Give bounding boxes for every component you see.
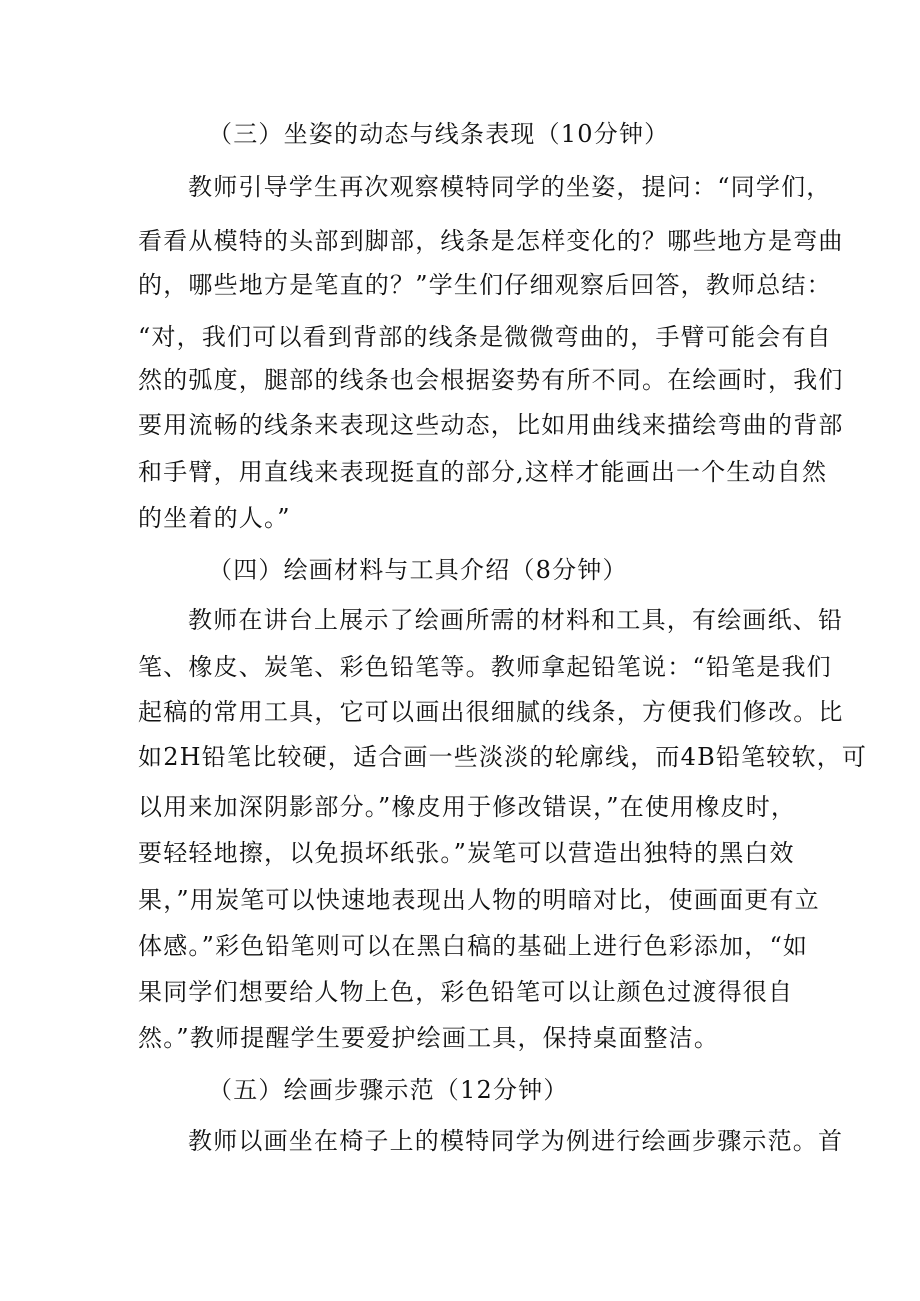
paragraph-line: 的，哪些地方是笔直的？”学生们仔细观察后回答，教师总结： bbox=[138, 271, 832, 299]
paragraph-line: “对，我们可以看到背部的线条是微微弯曲的，手臂可能会有自 bbox=[138, 323, 832, 351]
paragraph-line: 教师在讲台上展示了绘画所需的材料和工具，有绘画纸、铅 bbox=[188, 606, 844, 634]
paragraph-line: 然。”教师提醒学生要爱护绘画工具，保持桌面整洁。 bbox=[138, 1024, 720, 1052]
section-heading-3: （三）坐姿的动态与线条表现（10分钟） bbox=[208, 120, 670, 148]
section-heading-4: （四）绘画材料与工具介绍（8分钟） bbox=[208, 556, 628, 584]
paragraph-line: 教师以画坐在椅子上的模特同学为例进行绘画步骤示范。首 bbox=[188, 1127, 844, 1155]
paragraph-line: 起稿的常用工具，它可以画出很细腻的线条，方便我们修改。比 bbox=[138, 698, 844, 726]
paragraph-line: 要轻轻地擦，以免损坏纸张。”炭笔可以营造出独特的黑白效 bbox=[138, 839, 795, 867]
paragraph-line: 的坐着的人。” bbox=[138, 504, 291, 532]
paragraph-line: 体感。”彩色铅笔则可以在黑白稿的基础上进行色彩添加，“如 bbox=[138, 932, 809, 960]
paragraph-line: 看看从模特的头部到脚部，线条是怎样变化的？哪些地方是弯曲 bbox=[138, 227, 844, 255]
section-heading-5: （五）绘画步骤示范（12分钟） bbox=[208, 1076, 569, 1104]
paragraph-line: 和手臂，用直线来表现挺直的部分,这样才能画出一个生动自然 bbox=[138, 458, 828, 486]
paragraph-line: 然的弧度，腿部的线条也会根据姿势有所不同。在绘画时，我们 bbox=[138, 366, 844, 394]
paragraph-line: 以用来加深阴影部分。”橡皮用于修改错误，”在使用橡皮时， bbox=[138, 793, 797, 821]
paragraph-line: 果，”用炭笔可以快速地表现出人物的明暗对比，使画面更有立 bbox=[138, 886, 820, 914]
paragraph-line: 果同学们想要给人物上色，彩色铅笔可以让颜色过渡得很自 bbox=[138, 978, 794, 1006]
paragraph-line: 如2H铅笔比较硬，适合画一些淡淡的轮廓线，而4B铅笔较软，可 bbox=[138, 743, 868, 771]
paragraph-line: 要用流畅的线条来表现这些动态，比如用曲线来描绘弯曲的背部 bbox=[138, 411, 844, 439]
paragraph-line: 教师引导学生再次观察模特同学的坐姿，提问：“同学们， bbox=[188, 173, 832, 201]
paragraph-line: 笔、橡皮、炭笔、彩色铅笔等。教师拿起铅笔说：“铅笔是我们 bbox=[138, 653, 832, 681]
